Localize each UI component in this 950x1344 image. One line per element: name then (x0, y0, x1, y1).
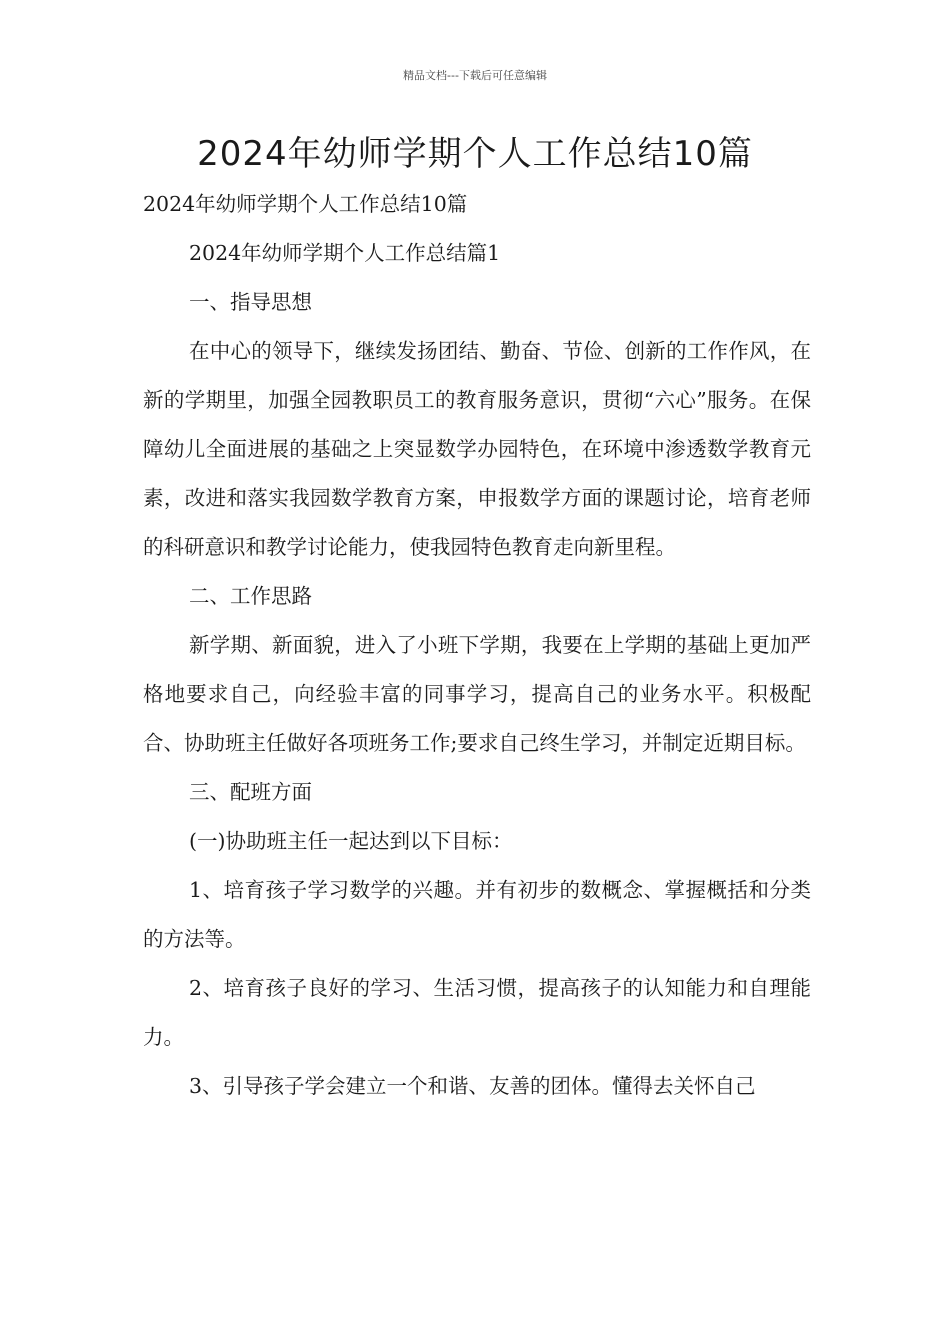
paragraph: 在中心的领导下，继续发扬团结、勤奋、节俭、创新的工作作风，在新的学期里，加强全园教职员工的教育服务意识，贯彻“六心”服务。在保障幼儿全面进展的基础之上突显数学办园特色，在环境中渗透数学教育元素，改进和落实我园数学教育方案，申报数学方面的课题讨论，培育老师的科研意识和教学讨论能力，使我园特色教育走向新里程。 (143, 339, 811, 559)
paragraph: 2024年幼师学期个人工作总结篇1 (189, 241, 501, 265)
section-heading: 二、工作思路 (189, 584, 312, 608)
list-item: 3、引导孩子学会建立一个和谐、友善的团体。懂得去关怀自己 (189, 1074, 756, 1098)
section-heading: 一、指导思想 (189, 290, 312, 314)
document-body (143, 180, 811, 1111)
list-item: 2、培育孩子良好的学习、生活习惯，提高孩子的认知能力和自理能力。 (143, 976, 811, 1049)
list-item: 1、培育孩子学习数学的兴趣。并有初步的数概念、掌握概括和分类的方法等。 (143, 878, 811, 951)
paragraph: (一)协助班主任一起达到以下目标： (189, 829, 513, 853)
paragraph: 新学期、新面貌，进入了小班下学期，我要在上学期的基础上更加严格地要求自己，向经验丰富的同事学习，提高自己的业务水平。积极配合、协助班主任做好各项班务工作;要求自己终生学习，并制定近期目标。 (143, 633, 811, 755)
section-heading: 三、配班方面 (189, 780, 312, 804)
document-title: 2024年幼师学期个人工作总结10篇 (197, 134, 753, 174)
header-note: 精品文档---下载后可任意编辑 (403, 69, 547, 82)
paragraph: 2024年幼师学期个人工作总结10篇 (143, 192, 468, 216)
